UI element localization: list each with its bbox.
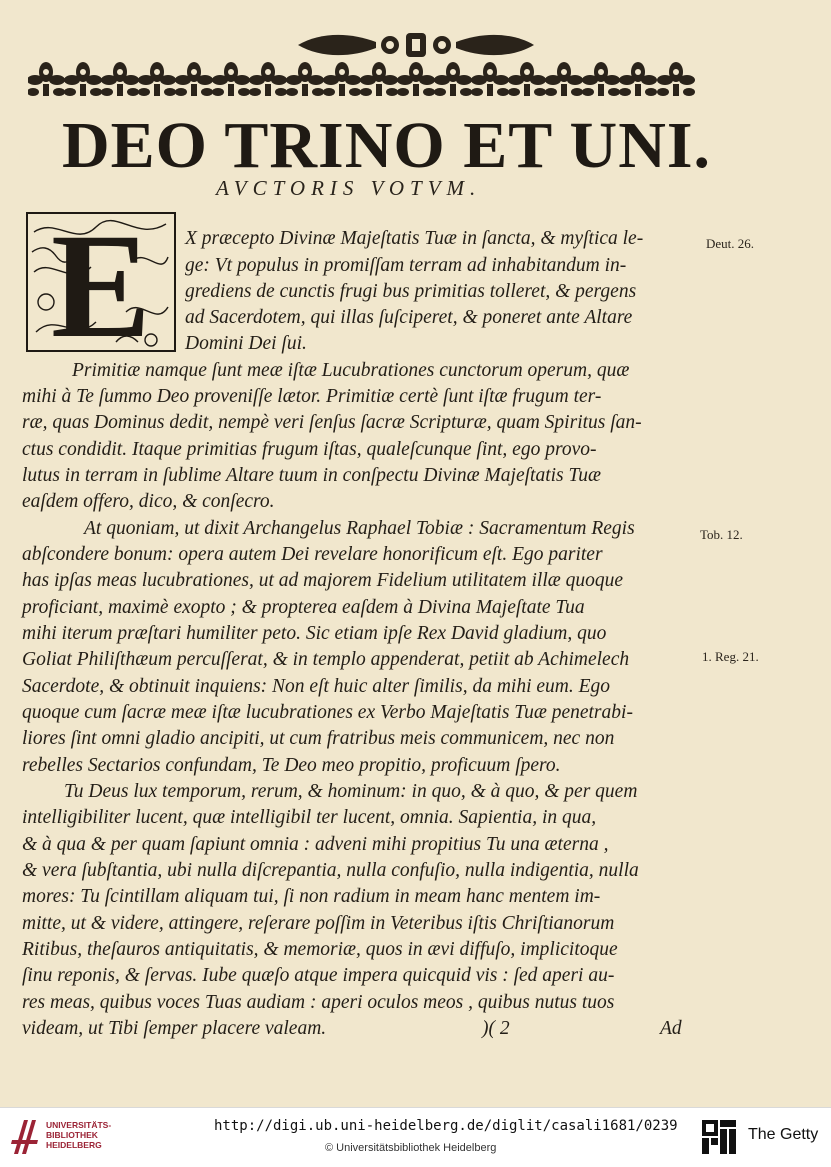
library-name-line: HEIDELBERG: [46, 1140, 102, 1150]
text-line: mores: Tu ſcintillam aliquam tui, ſi non radium in meam hanc mentem im-: [22, 886, 601, 907]
permalink-url[interactable]: http://digi.ub.uni-heidelberg.de/diglit/casali1681/0239: [214, 1118, 678, 1134]
library-name: [46, 1120, 126, 1150]
text-line: Goliat Philiſthæum percuſſerat, & in templo appenderat, petiit ab Achimelech: [22, 649, 630, 670]
drop-cap-letter: E: [50, 212, 152, 352]
text-line: & à qua & per quam ſapiunt omnia : adveni mihi propitius Tu una æterna ,: [22, 834, 609, 855]
copyright-notice: © Universitätsbibliothek Heidelberg: [325, 1142, 497, 1154]
text-line: rebelles Sectarios confundam, Te Deo meo propitio, proficuum ſpero.: [22, 755, 561, 776]
top-ornament: [290, 28, 542, 62]
marginal-note: 1. Reg. 21.: [702, 649, 759, 664]
marginal-note: Tob. 12.: [700, 527, 743, 542]
getty-logo-icon: [700, 1118, 738, 1156]
partner-name: The Getty: [748, 1126, 819, 1143]
text-line: lutus in terram in ſublime Altare tuum in conſpectu Divinæ Majeſtatis Tuæ: [22, 465, 602, 486]
text-line: At quoniam, ut dixit Archangelus Raphael Tobiæ : Sacramentum Regis: [84, 518, 635, 539]
library-name-line: UNIVERSITÄTS-: [46, 1120, 112, 1130]
drop-cap-initial: [26, 212, 176, 352]
page-title: DEO TRINO ET UNI.: [62, 109, 712, 182]
text-line: mitte, ut & videre, attingere, reſerare poſſim in Veteribus iſtis Chriſtianorum: [22, 913, 615, 934]
text-line: Primitiæ namque ſunt meæ iſtæ Lucubrationes cunctorum operum, quæ: [72, 360, 630, 381]
text-line: liores ſint omni gladio ancipiti, ut cum fratribus meis communicem, nec non: [22, 728, 615, 749]
text-line: & vera ſubſtantia, ubi nulla diſcrepantia, nulla confuſio, nulla indigentia, nulla: [22, 860, 639, 881]
text-line: ad Sacerdotem, qui illas ſuſciperet, & poneret ante Altare: [185, 307, 633, 328]
text-line: proficiant, maximè exopto ; & propterea eaſdem à Divina Majeſtate Tua: [22, 597, 585, 618]
text-line: has ipſas meas lucubrationes, ut ad majorem Fidelium utilitatem illæ quoque: [22, 570, 624, 591]
text-line: mihi à Te ſummo Deo proveniſſe lætor. Primitiæ certè ſunt iſtæ frugum ter-: [22, 386, 602, 407]
ornament-border: [28, 60, 700, 100]
text-line: grediens de cunctis frugi bus primitias tolleret, & pergens: [185, 281, 637, 302]
library-name-line: BIBLIOTHEK: [46, 1130, 98, 1140]
text-line: X præcepto Divinæ Majeſtatis Tuæ in ſancta, & myſtica le-: [185, 228, 644, 249]
text-line: videam, ut Tibi ſemper placere valeam.: [22, 1018, 327, 1039]
marginal-note: Deut. 26.: [706, 236, 755, 251]
text-line: ge: Vt populus in promiſſam terram ad inhabitandum in-: [185, 255, 627, 276]
section-subtitle: AVCTORIS VOTVM.: [216, 176, 482, 200]
text-line: Sacerdote, & obtinuit inquiens: Non eſt huic alter ſimilis, da mihi eum. Ego: [22, 676, 611, 697]
text-line: ctus condidit. Itaque primitias frugum iſtas, qualeſcunque ſint, ego provo-: [22, 439, 597, 460]
text-line: Tu Deus lux temporum, rerum, & hominum: in quo, & à quo, & per quem: [64, 781, 638, 802]
viewer-footer: [0, 1107, 831, 1167]
text-line: Ritibus, theſauros antiquitatis, & memoriæ, quos in ævi diffuſo, implicitoque: [22, 939, 618, 960]
text-line: ræ, quas Dominus dedit, nempè veri ſenſus ſacræ Scripturæ, quam Spiritus ſan-: [22, 412, 642, 433]
text-line: Domini Dei ſui.: [185, 333, 307, 354]
text-line: abſcondere bonum: opera autem Dei revelare honorificum eſt. Ego pariter: [22, 544, 603, 565]
university-library-logo-icon: [10, 1116, 40, 1158]
text-line: intelligibiliter lucent, quæ intelligibil ter lucent, omnia. Sapientia, in qua,: [22, 807, 597, 828]
catchword: Ad: [660, 1018, 682, 1039]
text-line: mihi iterum præſtari humiliter peto. Sic etiam ipſe Rex David gladium, quo: [22, 623, 607, 644]
text-line: eaſdem offero, dico, & conſecro.: [22, 491, 275, 512]
text-line: quoque cum ſacræ meæ iſtæ lucubrationes ex Verbo Majeſtatis Tuæ penetrabi-: [22, 702, 633, 723]
signature-mark: )( 2: [482, 1018, 510, 1039]
text-line: ſinu reponis, & ſervas. Iube quæſo atque impera quicquid vis : ſed aperi au-: [22, 965, 615, 986]
text-line: res meas, quibus voces Tuas audiam : aperi oculos meos , quibus nutus tuos: [22, 992, 615, 1013]
